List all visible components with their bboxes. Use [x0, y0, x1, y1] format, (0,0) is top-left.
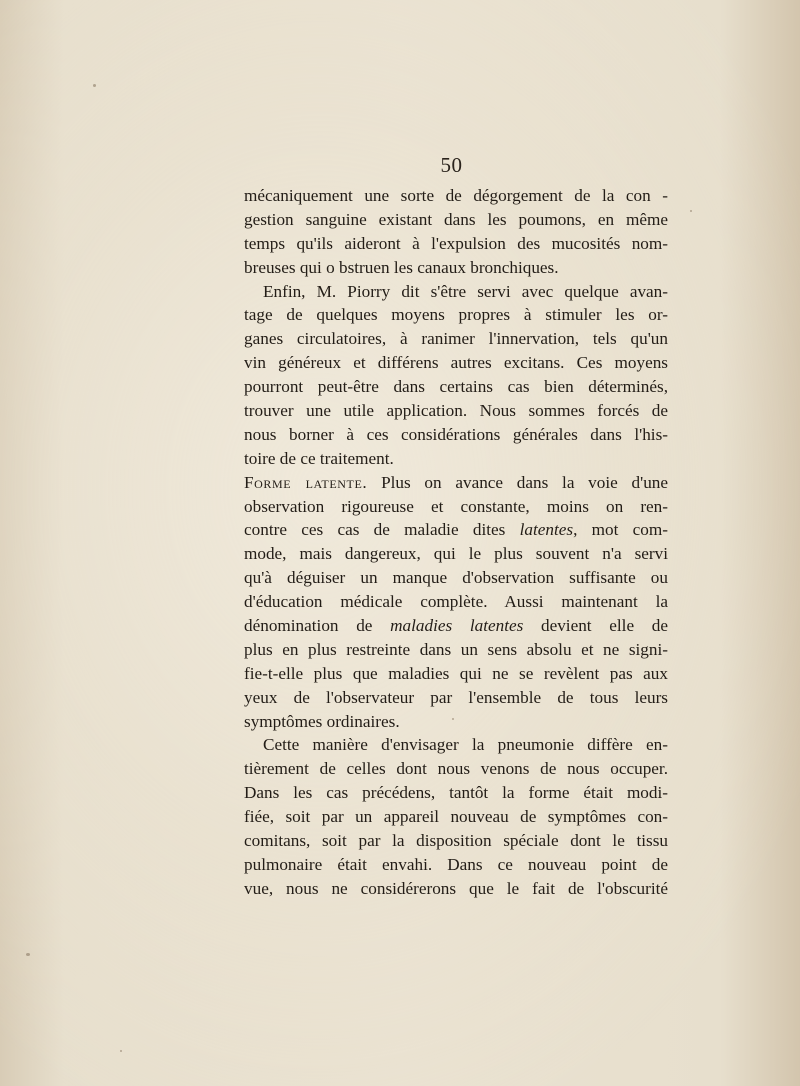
- text-run: contre ces cas de maladie dites: [244, 520, 520, 540]
- text-line: d'éducation médicale complète. Aussi maintenant la: [244, 592, 668, 612]
- text-line: vue, nous ne considérerons que le fait de l'obscurité: [244, 878, 668, 898]
- page-number: 50: [440, 153, 463, 177]
- text-line: Cette manière d'envisager la pneumonie diffère en-: [263, 735, 668, 755]
- text-line: [244, 518, 668, 542]
- paper-speck: [93, 84, 96, 87]
- italic-term: maladies latentes: [390, 616, 524, 636]
- text-line: qu'à déguiser un manque d'observation suffisante ou: [244, 568, 668, 588]
- section-heading: Forme latente.: [244, 472, 368, 492]
- text-line: gestion sanguine existant dans les poumons, en même: [244, 209, 668, 229]
- text-line: mécaniquement une sorte de dégorgement de la con -: [244, 186, 668, 205]
- paper-speck: [120, 1050, 122, 1052]
- text-line: symptômes ordinaires.: [244, 711, 400, 731]
- text-line: comitans, soit par la disposition spéciale dont le tissu: [244, 831, 668, 851]
- text-line: Dans les cas précédens, tantôt la forme était modi-: [244, 783, 668, 803]
- text-line: plus en plus restreinte dans un sens absolu et ne signi-: [244, 639, 668, 659]
- paragraph-2: [244, 280, 668, 471]
- text-line: vin généreux et différens autres excitans. Ces moyens: [244, 353, 668, 373]
- text-line: breuses qui o bstruen les canaux bronchiques.: [244, 257, 559, 277]
- text-line: fiée, soit par un appareil nouveau de symptômes con-: [244, 807, 668, 827]
- text-line: toire de ce traitement.: [244, 448, 394, 468]
- paper-speck: [26, 953, 30, 956]
- text-line: observation rigoureuse et constante, moins on ren-: [244, 496, 668, 516]
- paragraph-4: [244, 733, 668, 900]
- text-run: dénomination de: [244, 616, 391, 636]
- italic-term: latentes: [519, 520, 574, 540]
- text-line: ganes circulatoires, à ranimer l'innervation, tels qu'un: [244, 329, 668, 349]
- text-line: tage de quelques moyens propres à stimuler les or-: [244, 305, 668, 325]
- paper-speck: [452, 718, 454, 720]
- text-line: mode, mais dangereux, qui le plus souvent n'a servi: [244, 544, 668, 564]
- text-line: Enfin, M. Piorry dit s'être servi avec quelque avan-: [263, 281, 668, 301]
- paragraph-1: [244, 184, 668, 280]
- text-line: yeux de l'observateur par l'ensemble de tous leurs: [244, 687, 668, 707]
- text-line: temps qu'ils aideront à l'expulsion des mucosités nom-: [244, 233, 668, 253]
- paper-speck: [690, 210, 692, 212]
- text-line: trouver une utile application. Nous sommes forcés de: [244, 401, 668, 421]
- text-line: fie-t-elle plus que maladies qui ne se revèlent pas aux: [244, 663, 668, 683]
- text-line: tièrement de celles dont nous venons de nous occuper.: [244, 759, 668, 779]
- text-line: pourront peut-être dans certains cas bien déterminés,: [244, 377, 668, 397]
- text-run: Plus on avance dans la voie d'une: [381, 472, 669, 492]
- text-line: [244, 614, 668, 638]
- text-run: devient elle de: [523, 616, 668, 636]
- body-text: [244, 184, 668, 901]
- text-line: pulmonaire était envahi. Dans ce nouveau point de: [244, 854, 668, 874]
- text-line: nous borner à ces considérations générales dans l'his-: [244, 424, 668, 444]
- text-run: , mot com-: [573, 520, 668, 540]
- text-line: [244, 471, 668, 495]
- paragraph-3: [244, 471, 668, 734]
